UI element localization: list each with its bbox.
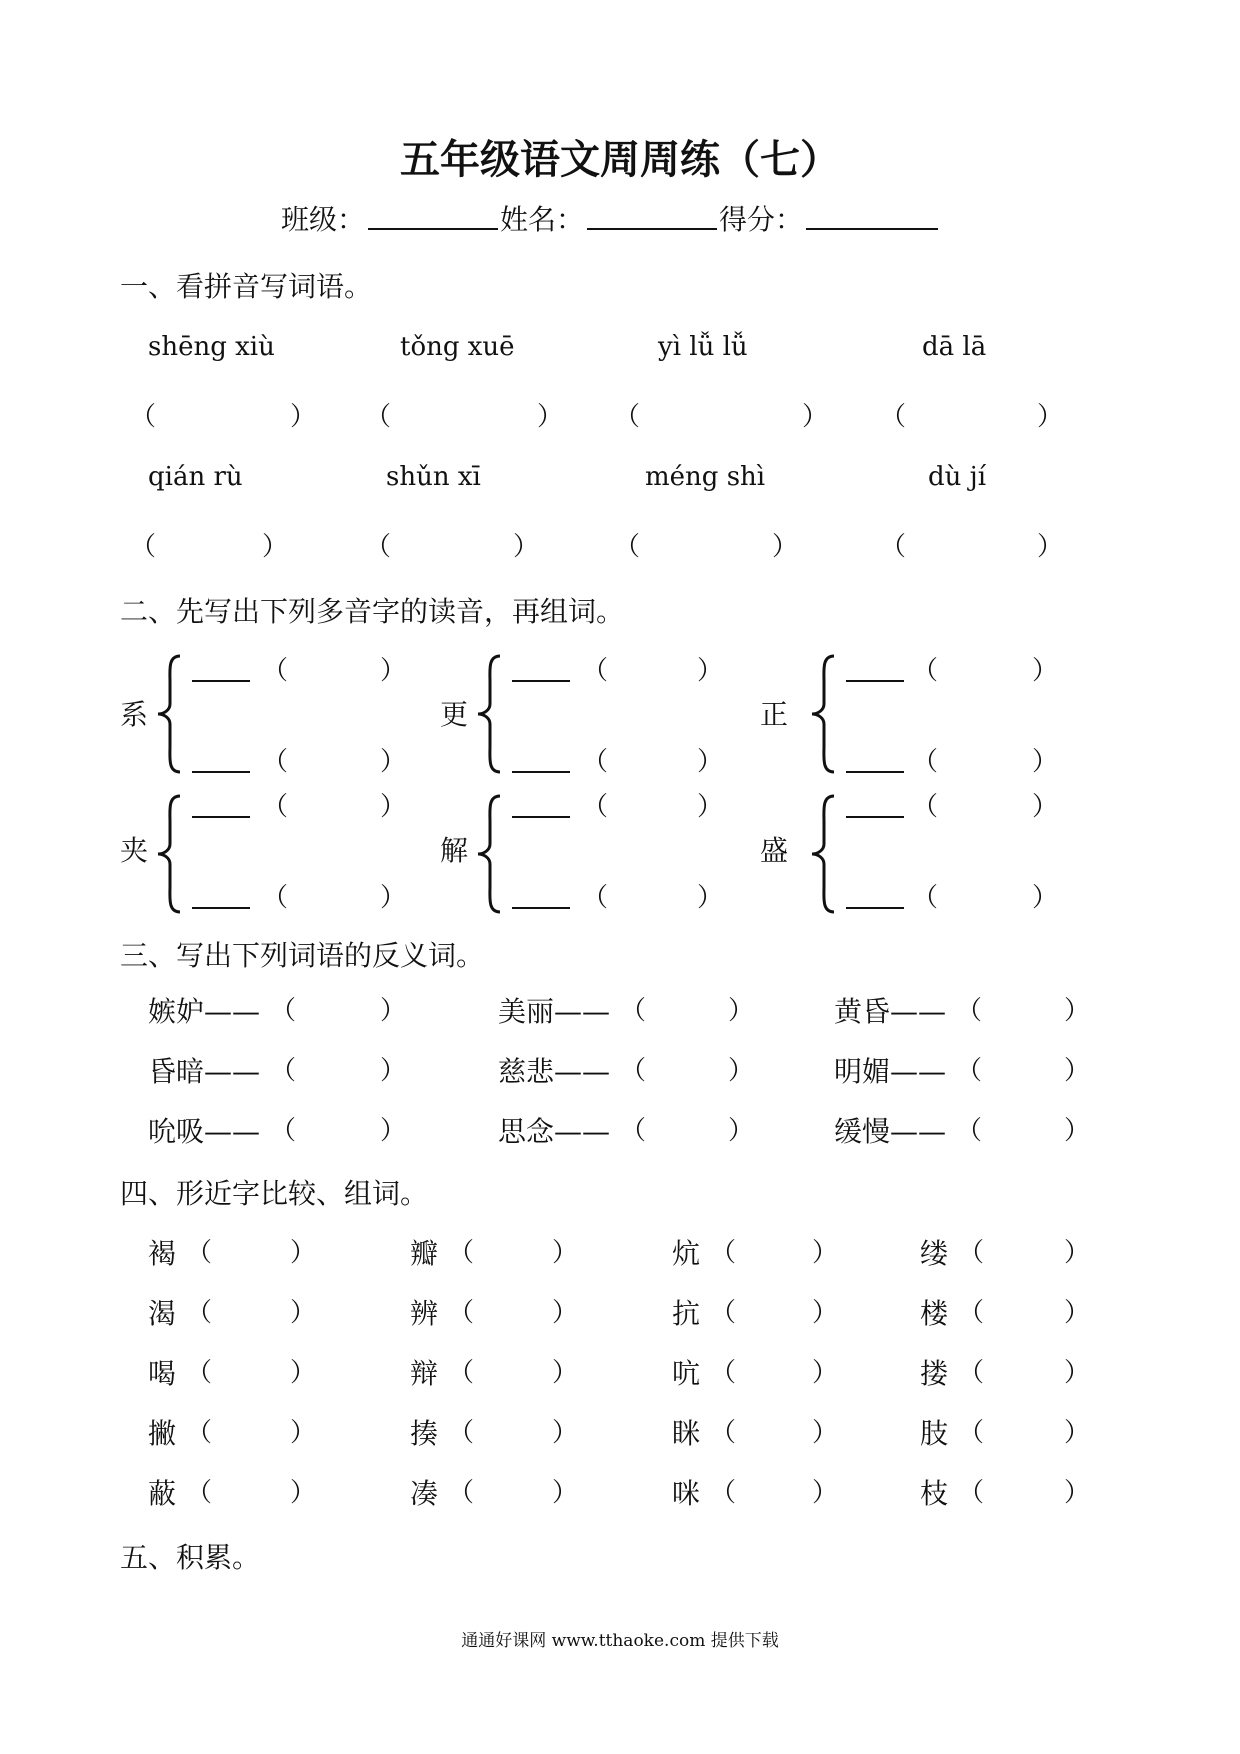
answer-paren-open: （ (365, 402, 392, 432)
answer-paren-close: ） (513, 532, 540, 562)
answer-paren-close: ） (380, 792, 407, 822)
section3-heading: 三、写出下列词语的反义词。 (120, 939, 485, 972)
brace-icon (806, 792, 840, 916)
answer-paren-open: （ (958, 1418, 985, 1448)
polyphone-char: 解 (440, 834, 469, 867)
similar-char: 吭 (672, 1357, 701, 1390)
pinyin-blank[interactable] (512, 680, 570, 682)
answer-paren-close: ） (812, 1298, 839, 1328)
answer-paren-close: ） (1032, 883, 1059, 913)
answer-paren-close: ） (697, 883, 724, 913)
answer-paren-open: （ (186, 1358, 213, 1388)
answer-paren-close: ） (290, 1418, 317, 1448)
pinyin-blank[interactable] (192, 907, 250, 909)
answer-paren-open: （ (270, 1116, 297, 1146)
polyphone-char: 系 (120, 698, 149, 731)
polyphone-char: 更 (440, 698, 469, 731)
similar-char: 枝 (920, 1477, 949, 1510)
answer-paren-close: ） (697, 656, 724, 686)
answer-paren-open: （ (582, 883, 609, 913)
pinyin-blank[interactable] (512, 816, 570, 818)
answer-paren-open: （ (186, 1478, 213, 1508)
answer-paren-open: （ (880, 402, 907, 432)
answer-paren-close: ） (262, 532, 289, 562)
answer-paren-close: ） (1064, 996, 1091, 1026)
similar-char: 肢 (920, 1417, 949, 1450)
answer-paren-open: （ (958, 1298, 985, 1328)
similar-char: 蔽 (148, 1477, 177, 1510)
similar-char: 撇 (148, 1417, 177, 1450)
similar-char: 眯 (672, 1417, 701, 1450)
name-blank[interactable] (587, 228, 717, 230)
answer-paren-close: ） (728, 996, 755, 1026)
brace-icon (152, 792, 186, 916)
answer-paren-close: ） (290, 1238, 317, 1268)
pinyin-item: tǒng xuē (400, 332, 515, 362)
answer-paren-open: （ (958, 1358, 985, 1388)
similar-char: 抗 (672, 1297, 701, 1330)
answer-paren-open: （ (956, 1116, 983, 1146)
polyphone-char: 夹 (120, 834, 149, 867)
similar-char: 缕 (920, 1237, 949, 1270)
brace-icon (472, 792, 506, 916)
pinyin-blank[interactable] (846, 907, 904, 909)
answer-paren-open: （ (958, 1238, 985, 1268)
answer-paren-open: （ (130, 532, 157, 562)
class-blank[interactable] (368, 228, 498, 230)
answer-paren-close: ） (1037, 402, 1064, 432)
answer-paren-close: ） (1064, 1478, 1091, 1508)
answer-paren-open: （ (912, 792, 939, 822)
polyphone-char: 盛 (760, 834, 789, 867)
answer-paren-close: ） (697, 747, 724, 777)
answer-paren-open: （ (270, 1056, 297, 1086)
brace-icon (806, 652, 840, 776)
answer-paren-open: （ (710, 1238, 737, 1268)
answer-paren-open: （ (130, 402, 157, 432)
answer-paren-open: （ (186, 1298, 213, 1328)
answer-paren-close: ） (290, 1298, 317, 1328)
answer-paren-open: （ (582, 656, 609, 686)
answer-paren-open: （ (582, 747, 609, 777)
answer-paren-open: （ (620, 1056, 647, 1086)
section1-heading: 一、看拼音写词语。 (120, 270, 373, 303)
answer-paren-close: ） (1064, 1298, 1091, 1328)
answer-paren-close: ） (812, 1238, 839, 1268)
polyphone-char: 正 (760, 698, 789, 731)
answer-paren-close: ） (380, 996, 407, 1026)
score-blank[interactable] (806, 228, 938, 230)
footer-credit: 通通好课网 www.tthaoke.com 提供下载 (461, 1631, 779, 1651)
score-label: 得分： (719, 203, 804, 236)
answer-paren-close: ） (1064, 1056, 1091, 1086)
similar-char: 炕 (672, 1237, 701, 1270)
answer-paren-open: （ (262, 792, 289, 822)
similar-char: 辩 (410, 1357, 439, 1390)
answer-paren-open: （ (958, 1478, 985, 1508)
answer-paren-open: （ (262, 883, 289, 913)
section5-heading: 五、积累。 (120, 1541, 261, 1574)
pinyin-blank[interactable] (192, 816, 250, 818)
section2-heading: 二、先写出下列多音字的读音，再组词。 (120, 595, 625, 628)
answer-paren-open: （ (448, 1418, 475, 1448)
antonym-word: 美丽—— (498, 995, 611, 1028)
similar-char: 瓣 (410, 1237, 439, 1270)
answer-paren-open: （ (186, 1238, 213, 1268)
answer-paren-close: ） (290, 1358, 317, 1388)
antonym-word: 慈悲—— (498, 1055, 611, 1088)
answer-paren-close: ） (1064, 1238, 1091, 1268)
pinyin-blank[interactable] (846, 816, 904, 818)
answer-paren-close: ） (552, 1478, 579, 1508)
brace-icon (152, 652, 186, 776)
answer-paren-close: ） (1032, 792, 1059, 822)
answer-paren-open: （ (186, 1418, 213, 1448)
pinyin-blank[interactable] (512, 907, 570, 909)
answer-paren-open: （ (912, 656, 939, 686)
answer-paren-close: ） (537, 402, 564, 432)
pinyin-item: dù jí (928, 462, 987, 492)
class-label: 班级： (281, 203, 366, 236)
answer-paren-close: ） (1064, 1116, 1091, 1146)
answer-paren-close: ） (552, 1298, 579, 1328)
answer-paren-open: （ (365, 532, 392, 562)
answer-paren-open: （ (448, 1358, 475, 1388)
answer-paren-open: （ (710, 1358, 737, 1388)
similar-char: 咪 (672, 1477, 701, 1510)
pinyin-blank[interactable] (846, 680, 904, 682)
answer-paren-open: （ (956, 996, 983, 1026)
answer-paren-close: ） (552, 1358, 579, 1388)
answer-paren-close: ） (1032, 656, 1059, 686)
similar-char: 辨 (410, 1297, 439, 1330)
antonym-word: 黄昏—— (834, 995, 947, 1028)
antonym-word: 吮吸—— (148, 1115, 261, 1148)
pinyin-item: qián rù (148, 462, 243, 492)
pinyin-blank[interactable] (192, 771, 250, 773)
answer-paren-open: （ (270, 996, 297, 1026)
similar-char: 楼 (920, 1297, 949, 1330)
answer-paren-close: ） (772, 532, 799, 562)
answer-paren-close: ） (380, 747, 407, 777)
answer-paren-open: （ (614, 402, 641, 432)
answer-paren-close: ） (1032, 747, 1059, 777)
answer-paren-close: ） (552, 1238, 579, 1268)
answer-paren-open: （ (614, 532, 641, 562)
pinyin-blank[interactable] (512, 771, 570, 773)
answer-paren-open: （ (262, 656, 289, 686)
answer-paren-open: （ (912, 747, 939, 777)
answer-paren-close: ） (1064, 1418, 1091, 1448)
answer-paren-close: ） (552, 1418, 579, 1448)
answer-paren-close: ） (728, 1116, 755, 1146)
answer-paren-close: ） (290, 1478, 317, 1508)
answer-paren-open: （ (710, 1298, 737, 1328)
answer-paren-close: ） (380, 1116, 407, 1146)
answer-paren-open: （ (912, 883, 939, 913)
answer-paren-close: ） (1064, 1358, 1091, 1388)
answer-paren-open: （ (448, 1298, 475, 1328)
answer-paren-close: ） (728, 1056, 755, 1086)
answer-paren-close: ） (1037, 532, 1064, 562)
antonym-word: 思念—— (498, 1115, 611, 1148)
pinyin-item: yì lǚ lǚ (658, 332, 748, 362)
answer-paren-close: ） (812, 1478, 839, 1508)
similar-char: 褐 (148, 1237, 177, 1270)
pinyin-blank[interactable] (846, 771, 904, 773)
similar-char: 揍 (410, 1417, 439, 1450)
answer-paren-close: ） (802, 402, 829, 432)
answer-paren-close: ） (290, 402, 317, 432)
student-info (281, 198, 365, 238)
similar-char: 搂 (920, 1357, 949, 1390)
antonym-word: 缓慢—— (834, 1115, 947, 1148)
answer-paren-close: ） (812, 1358, 839, 1388)
answer-paren-open: （ (710, 1478, 737, 1508)
brace-icon (472, 652, 506, 776)
answer-paren-open: （ (448, 1478, 475, 1508)
name-label: 姓名： (500, 203, 585, 236)
pinyin-item: shēng xiù (148, 332, 275, 362)
answer-paren-close: ） (380, 656, 407, 686)
similar-char: 渴 (148, 1297, 177, 1330)
pinyin-item: méng shì (645, 462, 766, 492)
answer-paren-open: （ (620, 1116, 647, 1146)
section4-heading: 四、形近字比较、组词。 (120, 1177, 429, 1210)
pinyin-blank[interactable] (192, 680, 250, 682)
answer-paren-open: （ (710, 1418, 737, 1448)
pinyin-item: dā lā (922, 332, 987, 362)
page-title: 五年级语文周周练（七） (400, 136, 840, 183)
antonym-word: 嫉妒—— (148, 995, 261, 1028)
answer-paren-close: ） (812, 1418, 839, 1448)
answer-paren-close: ） (380, 1056, 407, 1086)
similar-char: 凑 (410, 1477, 439, 1510)
antonym-word: 明媚—— (834, 1055, 947, 1088)
answer-paren-close: ） (697, 792, 724, 822)
answer-paren-open: （ (620, 996, 647, 1026)
antonym-word: 昏暗—— (148, 1055, 261, 1088)
answer-paren-open: （ (880, 532, 907, 562)
answer-paren-open: （ (448, 1238, 475, 1268)
similar-char: 喝 (148, 1357, 177, 1390)
answer-paren-close: ） (380, 883, 407, 913)
answer-paren-open: （ (262, 747, 289, 777)
pinyin-item: shǔn xī (386, 462, 481, 492)
answer-paren-open: （ (582, 792, 609, 822)
answer-paren-open: （ (956, 1056, 983, 1086)
